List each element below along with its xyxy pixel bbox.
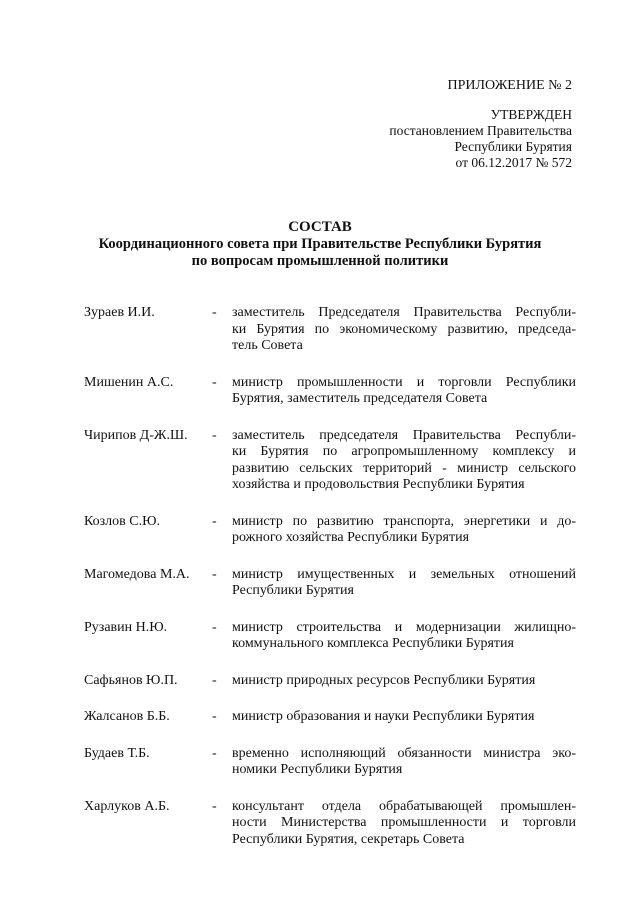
title-line-2: Координационного совета при Правительстве Республики Бурятия xyxy=(98,236,542,252)
member-name: Сафьянов Ю.П. xyxy=(84,672,178,688)
decree-line-2: Республики Бурятия xyxy=(454,139,572,154)
member-position-line: консультант отдела обрабатывающей промышлен- xyxy=(232,798,576,814)
member-position xyxy=(232,567,576,600)
member-position xyxy=(232,709,576,726)
member-position-line: министр строительства и модернизации жилищно- xyxy=(232,619,576,635)
member-dash: - xyxy=(212,745,217,761)
member-position-line: тель Совета xyxy=(232,338,303,353)
member-position xyxy=(232,799,576,849)
member-dash: - xyxy=(212,709,217,724)
member-dash: - xyxy=(212,305,217,320)
member-dash: - xyxy=(212,619,217,635)
member-position-line: министр по развитию транспорта, энергетики и до- xyxy=(232,513,576,529)
list-item xyxy=(84,375,576,408)
member-position-line: хозяйства и продовольствия Республики Бурятия xyxy=(232,477,525,492)
member-position-line: коммунального комплекса Республики Бурятия xyxy=(232,636,514,651)
member-position-line: заместитель председателя Правительства Республи- xyxy=(232,427,576,443)
list-item xyxy=(84,620,576,653)
member-position-line: ности Министерства промышленности и торговли xyxy=(232,815,576,830)
title-line-1: СОСТАВ xyxy=(288,219,352,235)
member-position xyxy=(232,514,576,547)
member-position xyxy=(232,305,576,355)
title-line-3: по вопросам промышленной политики xyxy=(191,253,449,269)
decree-date-number: от 06.12.2017 № 572 xyxy=(455,155,572,170)
member-position-line: министр промышленности и торговли Республики xyxy=(232,374,576,390)
member-position-line: рожного хозяйства Республики Бурятия xyxy=(232,530,470,545)
document-title xyxy=(0,218,640,270)
member-position-line: номики Республики Бурятия xyxy=(232,762,403,777)
list-item xyxy=(84,428,576,494)
list-item xyxy=(84,673,576,690)
member-position xyxy=(232,620,576,653)
member-name: Мишенин А.С. xyxy=(84,374,174,390)
appendix-label: ПРИЛОЖЕНИЕ № 2 xyxy=(447,78,572,93)
list-item xyxy=(84,514,576,547)
member-name: Зураев И.И. xyxy=(84,305,155,320)
member-position-line: Республики Бурятия xyxy=(232,583,354,598)
member-name: Рузавин Н.Ю. xyxy=(84,619,168,635)
list-item xyxy=(84,709,576,726)
member-dash: - xyxy=(212,672,217,688)
member-position xyxy=(232,673,576,690)
approved-label: УТВЕРЖДЕН xyxy=(490,107,572,122)
member-name: Магомедова М.А. xyxy=(84,566,190,582)
member-position xyxy=(232,375,576,408)
approval-block xyxy=(389,107,572,171)
member-position-line: Бурятия, заместитель председателя Совета xyxy=(232,391,488,406)
member-position-line: развитию сельских территорий - министр сельского xyxy=(232,460,576,476)
member-position-line: временно исполняющий обязанности министра эко- xyxy=(232,745,576,761)
member-name: Харлуков А.Б. xyxy=(84,798,170,814)
member-dash: - xyxy=(212,374,217,390)
member-dash: - xyxy=(212,798,217,814)
members-list xyxy=(84,305,576,868)
list-item xyxy=(84,799,576,849)
member-position-line: ки Бурятия по экономическому развитию, председа- xyxy=(232,321,576,337)
member-dash: - xyxy=(212,566,217,582)
member-position-line: заместитель Председателя Правительства Республи- xyxy=(232,305,576,320)
member-dash: - xyxy=(212,427,217,443)
member-name: Будаев Т.Б. xyxy=(84,745,150,761)
member-position xyxy=(232,428,576,494)
member-position-line: министр образования и науки Республики Бурятия xyxy=(232,709,535,724)
member-dash: - xyxy=(212,513,217,529)
list-item xyxy=(84,746,576,779)
member-name: Козлов С.Ю. xyxy=(84,513,160,529)
list-item xyxy=(84,567,576,600)
member-position xyxy=(232,746,576,779)
member-name: Жалсанов Б.Б. xyxy=(84,709,170,724)
decree-line-1: постановлением Правительства xyxy=(389,123,572,138)
member-position-line: Республики Бурятия, секретарь Совета xyxy=(232,831,465,847)
list-item xyxy=(84,305,576,355)
member-position-line: министр природных ресурсов Республики Бурятия xyxy=(232,672,536,688)
member-position-line: министр имущественных и земельных отношений xyxy=(232,566,576,582)
member-name: Чирипов Д-Ж.Ш. xyxy=(84,427,188,443)
member-position-line: ки Бурятия по агропромышленному комплексу и xyxy=(232,444,576,459)
